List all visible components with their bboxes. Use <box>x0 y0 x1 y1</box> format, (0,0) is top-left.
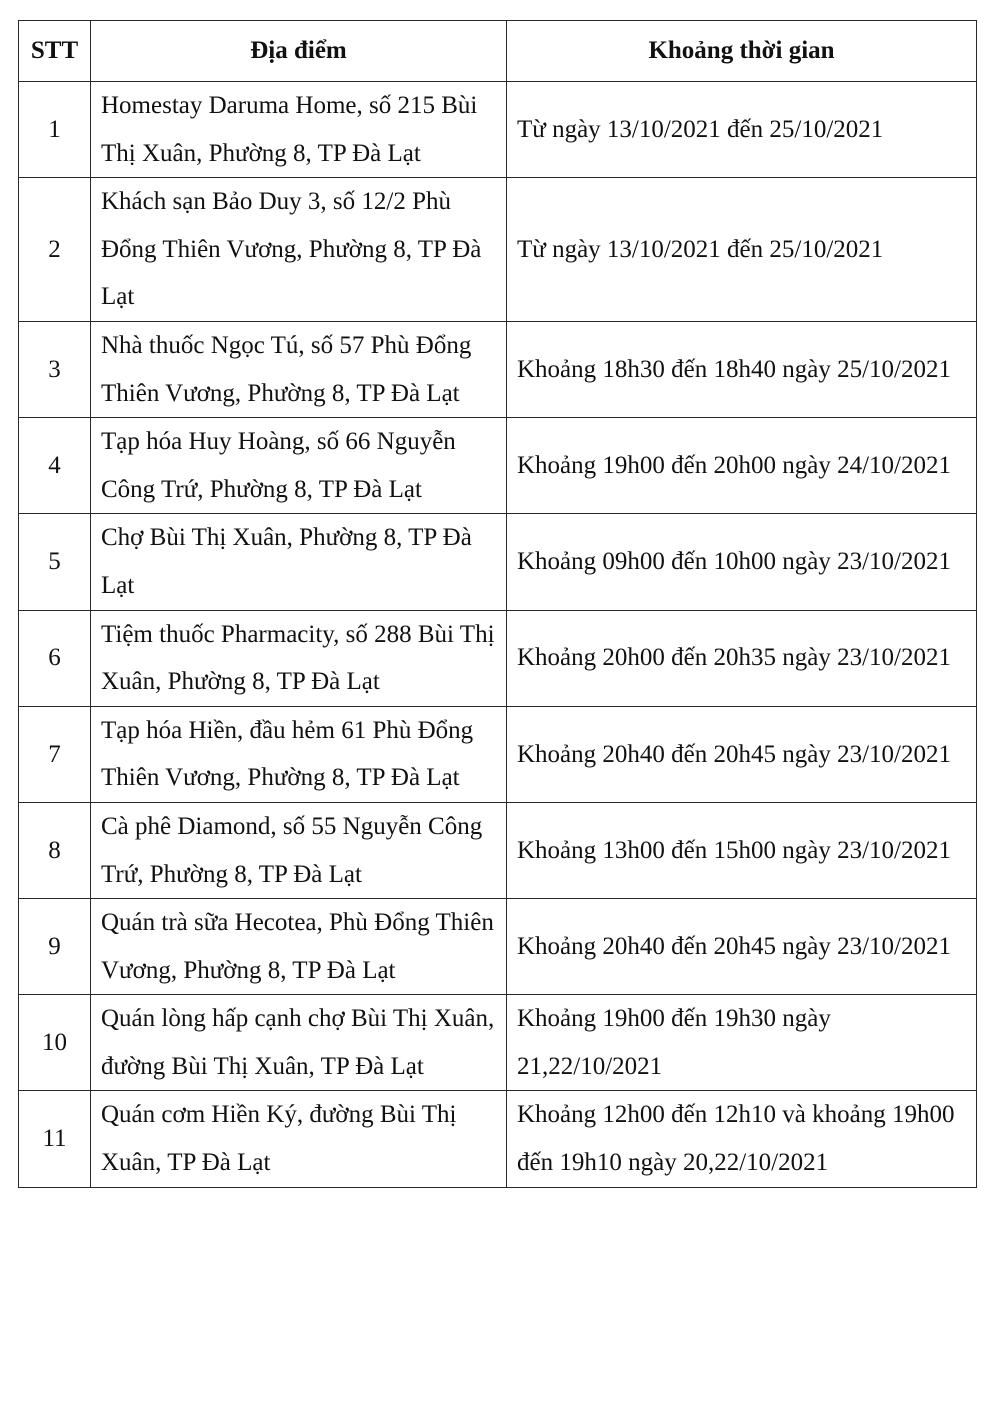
location-cell: Homestay Daruma Home, số 215 Bùi Thị Xuân, Phường 8, TP Đà Lạt <box>91 82 507 178</box>
row-number-cell: 6 <box>19 610 91 706</box>
location-cell: Cà phê Diamond, số 55 Nguyễn Công Trứ, Phường 8, TP Đà Lạt <box>91 802 507 898</box>
time-range-cell: Khoảng 20h40 đến 20h45 ngày 23/10/2021 <box>507 706 977 802</box>
row-number-cell: 7 <box>19 706 91 802</box>
table-row <box>19 82 977 178</box>
location-cell: Tiệm thuốc Pharmacity, số 288 Bùi Thị Xuân, Phường 8, TP Đà Lạt <box>91 610 507 706</box>
time-range-cell: Từ ngày 13/10/2021 đến 25/10/2021 <box>507 82 977 178</box>
location-cell: Nhà thuốc Ngọc Tú, số 57 Phù Đổng Thiên Vương, Phường 8, TP Đà Lạt <box>91 321 507 417</box>
table-row <box>19 706 977 802</box>
row-number-cell: 4 <box>19 418 91 514</box>
row-number-cell: 8 <box>19 802 91 898</box>
locations-table <box>18 20 977 1188</box>
location-cell: Khách sạn Bảo Duy 3, số 12/2 Phù Đổng Thiên Vương, Phường 8, TP Đà Lạt <box>91 178 507 322</box>
row-number-cell: 10 <box>19 995 91 1091</box>
table-body <box>19 82 977 1188</box>
header-location: Địa điểm <box>91 21 507 82</box>
table-row <box>19 899 977 995</box>
locations-table-container <box>18 20 977 1188</box>
table-row <box>19 514 977 610</box>
time-range-cell: Từ ngày 13/10/2021 đến 25/10/2021 <box>507 178 977 322</box>
time-range-cell: Khoảng 09h00 đến 10h00 ngày 23/10/2021 <box>507 514 977 610</box>
table-row <box>19 610 977 706</box>
row-number-cell: 1 <box>19 82 91 178</box>
location-cell: Quán lòng hấp cạnh chợ Bùi Thị Xuân, đường Bùi Thị Xuân, TP Đà Lạt <box>91 995 507 1091</box>
location-cell: Quán cơm Hiền Ký, đường Bùi Thị Xuân, TP Đà Lạt <box>91 1091 507 1187</box>
header-time-range: Khoảng thời gian <box>507 21 977 82</box>
row-number-cell: 9 <box>19 899 91 995</box>
table-row <box>19 1091 977 1187</box>
time-range-cell: Khoảng 13h00 đến 15h00 ngày 23/10/2021 <box>507 802 977 898</box>
location-cell: Chợ Bùi Thị Xuân, Phường 8, TP Đà Lạt <box>91 514 507 610</box>
table-row <box>19 802 977 898</box>
location-cell: Tạp hóa Huy Hoàng, số 66 Nguyễn Công Trứ, Phường 8, TP Đà Lạt <box>91 418 507 514</box>
row-number-cell: 2 <box>19 178 91 322</box>
time-range-cell: Khoảng 20h00 đến 20h35 ngày 23/10/2021 <box>507 610 977 706</box>
time-range-cell: Khoảng 18h30 đến 18h40 ngày 25/10/2021 <box>507 321 977 417</box>
time-range-cell: Khoảng 12h00 đến 12h10 và khoảng 19h00 đến 19h10 ngày 20,22/10/2021 <box>507 1091 977 1187</box>
table-row <box>19 321 977 417</box>
location-cell: Tạp hóa Hiền, đầu hẻm 61 Phù Đổng Thiên Vương, Phường 8, TP Đà Lạt <box>91 706 507 802</box>
row-number-cell: 5 <box>19 514 91 610</box>
time-range-cell: Khoảng 20h40 đến 20h45 ngày 23/10/2021 <box>507 899 977 995</box>
row-number-cell: 11 <box>19 1091 91 1187</box>
location-cell: Quán trà sữa Hecotea, Phù Đổng Thiên Vương, Phường 8, TP Đà Lạt <box>91 899 507 995</box>
time-range-cell: Khoảng 19h00 đến 20h00 ngày 24/10/2021 <box>507 418 977 514</box>
table-row <box>19 995 977 1091</box>
header-stt: STT <box>19 21 91 82</box>
table-row <box>19 178 977 322</box>
time-range-cell: Khoảng 19h00 đến 19h30 ngày 21,22/10/2021 <box>507 995 977 1091</box>
table-row <box>19 418 977 514</box>
row-number-cell: 3 <box>19 321 91 417</box>
table-header-row <box>19 21 977 82</box>
